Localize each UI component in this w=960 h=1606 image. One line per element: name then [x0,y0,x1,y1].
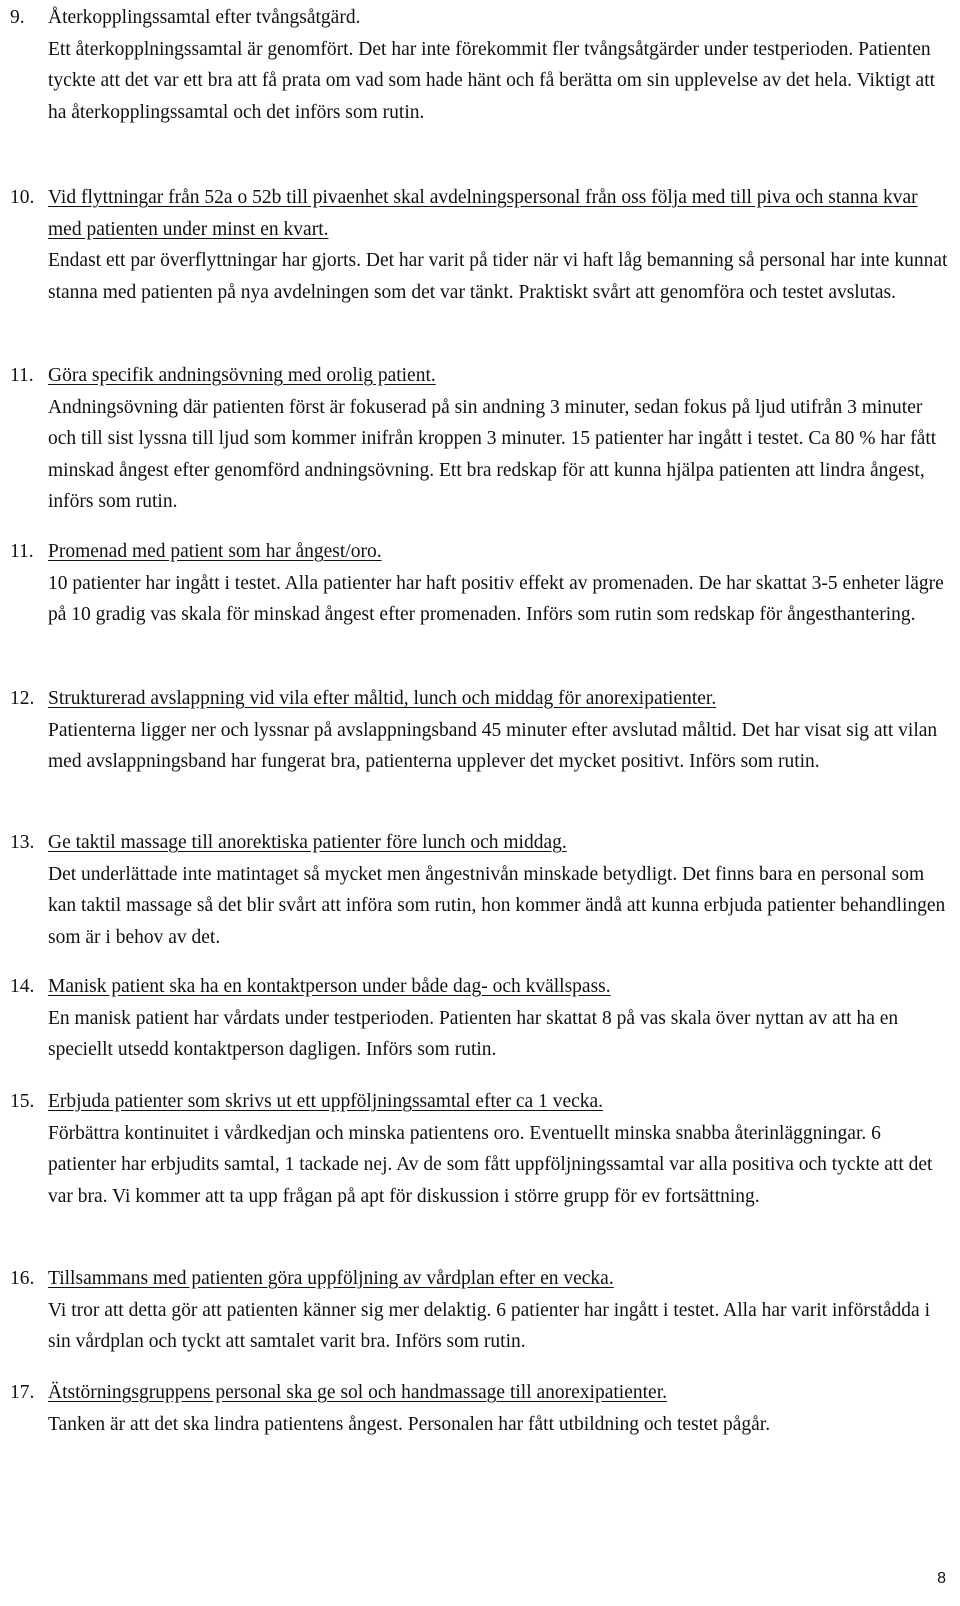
list-item-16 [0,1263,960,1358]
item-number: 13. [10,832,35,853]
item-heading: Promenad med patient som har ångest/oro. [48,541,382,562]
item-body: Ett återkopplningssamtal är genomfört. Det har inte förekommit fler tvångsåtgärder under testperioden. Patienten tyckte att det var ett bra att få prata om vad som hade hänt och få berätta om sin upplevelse av det hela. Viktigt att ha återkopplingssamtal och det införs som rutin. [48,38,936,123]
item-heading: Vid flyttningar från 52a o 52b till pivaenhet skal avdelningspersonal från oss följa med till piva och stanna kvar med patienten under minst en kvart. [48,187,918,240]
item-heading: Ge taktil massage till anorektiska patienter före lunch och middag. [48,832,567,853]
item-body: Tanken är att det ska lindra patientens ångest. Personalen har fått utbildning och testet pågår. [48,1413,771,1435]
item-number: 12. [10,688,35,709]
item-body: Andningsövning där patienten först är fokuserad på sin andning 3 minuter, sedan fokus på ljud utifrån 3 minuter och till sist lyssna till ljud som kommer inifrån kroppen 3 minuter. 15 patienter har ingått i testet. Ca 80 % har fått minskad ångest efter genomförd andningsövning. Ett bra redskap för att kunna hjälpa patienten att lindra ångest, införs som rutin. [48,396,937,512]
item-number: 9. [10,7,25,28]
item-heading: Återkopplingssamtal efter tvångsåtgärd. [48,7,361,28]
list-item-13 [0,827,960,953]
item-number: 11. [10,541,34,562]
item-body: Patienterna ligger ner och lyssnar på avslappningsband 45 minuter efter avslutad måltid. Det har visat sig att vilan med avslappningsband har fungerat bra, patienterna upplever det mycket positivt. Införs som rutin. [48,719,938,772]
page-number: 8 [937,1570,946,1587]
list-item-11-breathing [0,360,960,518]
item-number: 16. [10,1268,35,1289]
item-heading: Göra specifik andningsövning med orolig patient. [48,365,436,386]
item-number: 15. [10,1091,35,1112]
item-body: Vi tror att detta gör att patienten känner sig mer delaktig. 6 patienter har ingått i testet. Alla har varit införstådda i sin vårdplan och tyckt att samtalet varit bra. Införs som rutin. [48,1299,930,1352]
item-body: Förbättra kontinuitet i vårdkedjan och minska patientens oro. Eventuellt minska snabba återinläggningar. 6 patienter har erbjudits samtal, 1 tackade nej. Av de som fått uppföljningssamtal var alla positiva och tyckte att det var bra. Vi kommer att ta upp frågan på apt för diskussion i större grupp för ev fortsättning. [48,1122,933,1207]
item-heading: Erbjuda patienter som skrivs ut ett uppföljningssamtal efter ca 1 vecka. [48,1091,604,1112]
item-body: Det underlättade inte matintaget så mycket men ångestnivån minskade betydligt. Det finns bara en personal som kan taktil massage så det blir svårt att införa som rutin, hon kommer ändå att kunna erbjuda patienter behandlingen som är i behov av det. [48,863,946,948]
item-heading: Ätstörningsgruppens personal ska ge sol och handmassage till anorexipatienter. [48,1382,667,1403]
item-number: 17. [10,1382,35,1403]
list-item-12 [0,683,960,778]
list-item-9 [0,2,960,128]
item-body: En manisk patient har vårdats under testperioden. Patienten har skattat 8 på vas skala över nyttan av att ha en speciellt utsedd kontaktperson dagligen. Införs som rutin. [48,1007,899,1060]
item-body: Endast ett par överflyttningar har gjorts. Det har varit på tider när vi haft låg bemanning så personal har inte kunnat stanna med patienten på nya avdelningen som det var tänkt. Praktiskt svårt att genomföra och testet avslutas. [48,250,948,303]
list-item-14 [0,971,960,1066]
item-heading: Strukturerad avslappning vid vila efter måltid, lunch och middag för anorexipatienter. [48,688,717,709]
item-body: 10 patienter har ingått i testet. Alla patienter har haft positiv effekt av promenaden. De har skattat 3-5 enheter lägre på 10 gradig vas skala för minskad ångest efter promenaden. Införs som rutin som redskap för ångesthantering. [48,572,944,625]
item-number: 10. [10,187,35,208]
list-item-10 [0,182,960,308]
list-item-11-walk [0,536,960,631]
list-item-17 [0,1377,960,1440]
list-item-15 [0,1086,960,1212]
item-heading: Manisk patient ska ha en kontaktperson under både dag- och kvällspass. [48,976,611,997]
item-heading: Tillsammans med patienten göra uppföljning av vårdplan efter en vecka. [48,1268,614,1289]
item-number: 11. [10,365,34,386]
item-number: 14. [10,976,35,997]
